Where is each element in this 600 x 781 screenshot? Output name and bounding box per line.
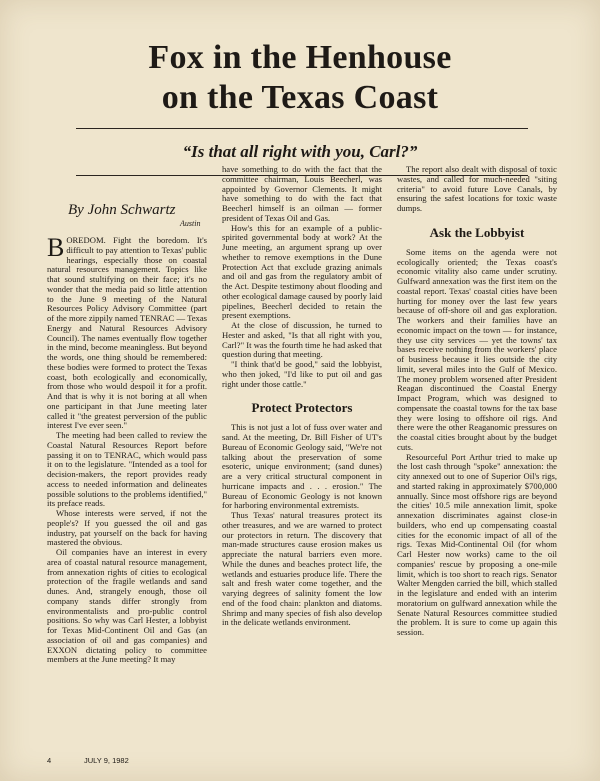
paragraph-6: How's this for an example of a public-spirited governmental body at work? At the June meeting, an argument sprang up over whether to remove exemptions in the Dune Protection Act that exclude grazing animals and oil and gas from the regulatory ambit of the Act. Despite testimony about flooding and other ecological damage caused by poorly laid pipelines, Beecherl decided to retain the present exemptions. [222,222,382,321]
paragraph-1 [47,233,207,431]
paragraph-11: The report also dealt with disposal of toxic wastes, and called for much-needed "siting criteria" to avoid future Love Canals, by ensuring the safest locations for toxic waste dumps. [397,164,557,213]
paragraph-1-text: OREDOM. Fight the boredom. It's difficult to pay attention to Texas' public hearings, especially those on coastal natural resources management. Topics like that sound stultifying on their face; it's no wonder that the media paid so little attention to the June 9 meeting of the Natural Resources Policy Advisory Committee (part of the more zippily named TENRAC — Texas Energy and Natural Resources Advisory Council). The names eventually flow together in the mind, become meaningless. But beyond the words, one thing should be remembered: these bodies were formed to protect the Texas coast, both ecologically and economically, from those who would despoil it for a profit. And that is why it is not boring at all when one participant in that June meeting later called it "the greatest perversion of the public interest I've ever seen." [47,235,207,431]
drop-cap: B [47,233,65,262]
paragraph-2: The meeting had been called to review the Coastal Natural Resources Report before passing it on to TENRAC, which would pass it on to the legislature. "Intended as a tool for decision-makers, the report provides ready access to needed information and delineates possible solutions to the problems identified," its preface reads. [47,430,207,509]
paragraph-12: Some items on the agenda were not ecologically oriented; the Texas coast's economic vitality also came under scrutiny. Gulfward annexation was the first item on the coastal report. Texas' coastal cities have been hurting for money over the last few years because of off-shore oil and gas exploration. The workers and their families have an economic impact on the town — for instance, they use city services — yet the towns' tax bases receive nothing from the workers' place of business because it lies outside the city limit, several miles into the Gulf of Mexico. The money problem worsened after President Reagan discontinued the Coastal Energy Impact Program, which was designed to compensate the coastal towns for the tax base they were losing to offshore oil rigs. And there were the other Reaganomic pressures on the coastal cities brought about by the budget cuts. [397,246,557,452]
paragraph-10: Thus Texas' natural treasures protect its other treasures, and we are warned to protect our protectors in return. The discovery that man-made structures cause erosion makes us appreciate the natural barriers even more. While the dunes and beaches protect life, the wetlands and estuaries produce life. There the salt and fresh water come together, and the varying degrees of salinity foment the low end of the food chain: plankton and diatoms. Shrimp and many species of fish also develop in the delicate wetlands environment. [222,510,382,628]
paragraph-13: Resourceful Port Arthur tried to make up the lost cash through "spoke" annexation: the city annexed out to one of Superior Oil's rigs, and started raking in approximately $700,000 annually. Since most offshore rigs are beyond the cities' 10.5 mile annexation limit, spoke annexation discriminates against close-in builders, who end up compensating coastal cities for the economic impact of all of the rigs. Texas Mid-Continental Oil (for whom Carl Hester now works) came to the oil companies' rescue by proposing a one-mile limit, which is too short to reach rigs. Senator Walter Mengden carried the bill, which stalled in the legislature and ended with an interim moratorium on gulfward annexation while the Senate Natural Resources committee studied the problem. It is sure to come up again this session. [397,451,557,637]
subhead-ask-the-lobbyist: Ask the Lobbyist [429,224,525,240]
byline-location: Austin [180,219,201,228]
paragraph-4: Oil companies have an interest in every area of coastal natural resource management, from annexation rights of cities to ecological protection of the fragile wetlands and sand dunes. And, strangely enough, those oil company stands differ strongly from environmentalists and pro-public control positions. So why was Carl Hester, a lobbyist for Texas Mid-Continent Oil and Gas (an association of oil and gas companies) and EXXON dictating policy to committee members at the June meeting? It may [47,547,207,665]
deck-rule-top [76,128,528,129]
article-deck: “Is that all right with you, Carl?” [182,142,418,161]
title-line-2: on the Texas Coast [161,79,439,116]
column-3 [397,165,557,638]
paragraph-9: This is not just a lot of fuss over water and sand. At the meeting, Dr. Bill Fisher of UT's Bureau of Economic Geology said, "We're not talking about the preservation of some esoteric, unique environment; (sand dunes) are a very critical structural component in hurricane impacts and . . . erosion." The Bureau of Economic Geology is not known for harboring environmental extremists. [222,422,382,511]
paragraph-8: "I think that'd be good," said the lobbyist, who then joked, "I'd like to put oil and gas right under those cattle." [222,359,382,389]
paragraph-7: At the close of discussion, he turned to Hester and asked, "Is that all right with you, Carl?" It was the fourth time he had asked that question during that meeting. [222,320,382,360]
column-1 [47,233,207,665]
subhead-protect-protectors: Protect Protectors [251,400,353,416]
byline: By John Schwartz [68,202,176,218]
paragraph-3: Whose interests were served, if not the people's? If you guessed the oil and gas industry, pat yourself on the back for having mastered the obvious. [47,508,207,548]
article-title [0,38,600,118]
title-line-1: Fox in the Henhouse [148,39,452,76]
page-number: 4 [47,756,52,765]
paragraph-5: have something to do with the fact that the committee chairman, Louis Beecherl, was appointed by Governor Clements. It might have something to do with the fact that Beecherl himself is an oilman — former president of Texas Oil and Gas. [222,164,382,223]
issue-date: JULY 9, 1982 [84,756,129,765]
column-2 [222,165,382,628]
